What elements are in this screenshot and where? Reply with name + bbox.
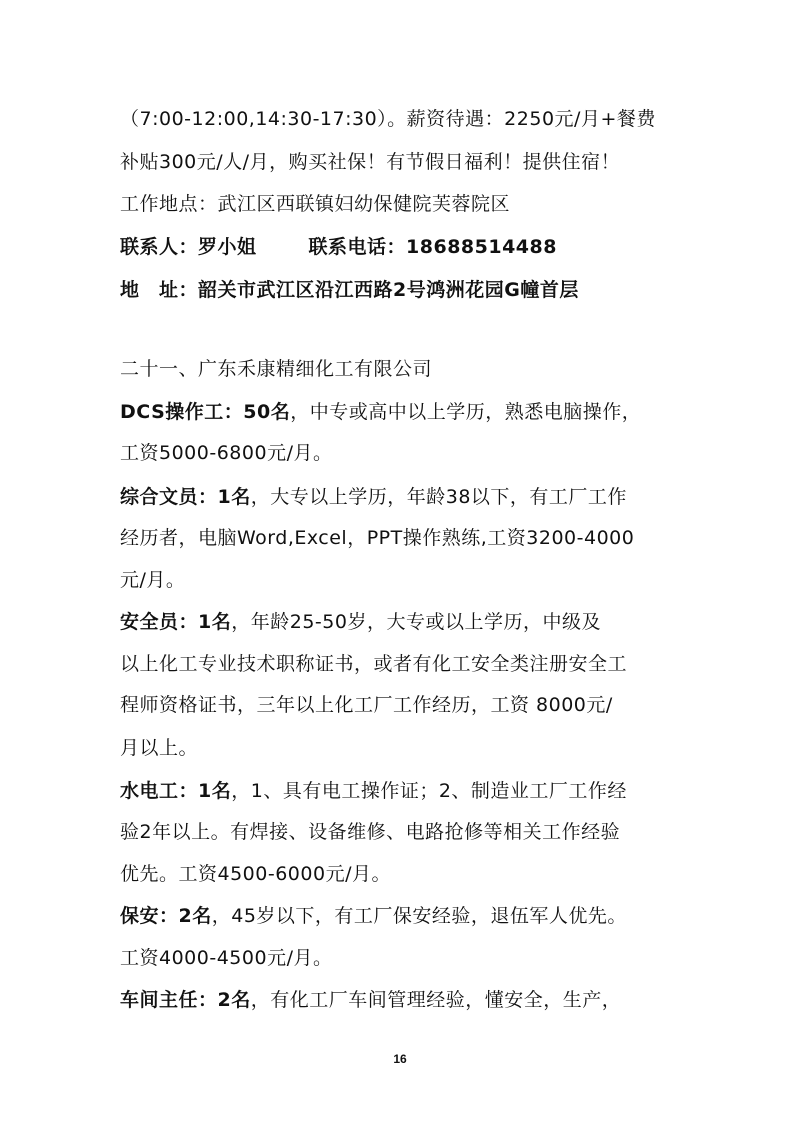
contact-line bbox=[120, 235, 690, 259]
job-clerk-line-2: 经历者，电脑Word,Excel，PPT操作熟练,工资3200-4000 bbox=[120, 527, 635, 549]
job-electrician-line-3: 优先。工资4500-6000元/月。 bbox=[120, 863, 391, 885]
job-clerk-title: 综合文员： bbox=[120, 486, 218, 508]
job-safety-desc: ，年龄25-50岁，大专或以上学历，中级及 bbox=[231, 611, 601, 633]
address-value: 韶关市武江区沿江西路2号鸿洲花园G幢首层 bbox=[198, 279, 579, 301]
job-safety-count: 1名 bbox=[198, 611, 232, 633]
job-guard-line-2: 工资4000-4500元/月。 bbox=[120, 947, 333, 969]
job-safety-line-3: 程师资格证书，三年以上化工厂工作经历，工资 8000元/ bbox=[120, 694, 613, 716]
job-safety-line-1 bbox=[120, 610, 690, 634]
job-dcs-line-1 bbox=[120, 400, 690, 424]
job-dcs-desc: ，中专或高中以上学历，熟悉电脑操作， bbox=[290, 401, 642, 423]
job-supervisor-line-1 bbox=[120, 988, 690, 1012]
contact-person-label: 联系人： bbox=[120, 236, 199, 258]
job-safety-title: 安全员： bbox=[120, 611, 199, 633]
job-electrician-line-1 bbox=[120, 779, 690, 803]
intro-line-1: （7:00-12:00,14:30-17:30）。薪资待遇：2250元/月+餐费 bbox=[120, 108, 656, 130]
contact-person-value: 罗小姐 bbox=[198, 236, 257, 258]
intro-line-2: 补贴300元/人/月，购买社保！有节假日福利！提供住宿！ bbox=[120, 151, 621, 173]
job-clerk-line-1 bbox=[120, 485, 690, 509]
intro-line-3: 工作地点：武江区西联镇妇幼保健院芙蓉院区 bbox=[120, 193, 511, 215]
job-dcs-title: DCS操作工： bbox=[120, 401, 244, 423]
job-guard-line-1 bbox=[120, 904, 690, 928]
job-dcs-line-2: 工资5000-6800元/月。 bbox=[120, 442, 333, 464]
page-number: 16 bbox=[393, 1052, 407, 1066]
job-guard-title: 保安： bbox=[120, 905, 179, 927]
job-guard-desc: ，45岁以下，有工厂保安经验，退伍军人优先。 bbox=[211, 905, 627, 927]
job-guard-count: 2名 bbox=[178, 905, 212, 927]
job-supervisor-title: 车间主任： bbox=[120, 989, 218, 1011]
job-supervisor-desc: ，有化工厂车间管理经验，懂安全，生产， bbox=[250, 989, 622, 1011]
job-electrician-count: 1名 bbox=[198, 780, 232, 802]
contact-phone-value: 18688514488 bbox=[406, 236, 557, 258]
section-title: 二十一、广东禾康精细化工有限公司 bbox=[120, 358, 433, 380]
job-safety-line-2: 以上化工专业技术职称证书，或者有化工安全类注册安全工 bbox=[120, 653, 628, 675]
job-clerk-line-3: 元/月。 bbox=[120, 569, 186, 591]
address-line bbox=[120, 278, 690, 302]
job-electrician-desc: ，1、具有电工操作证；2、制造业工厂工作经 bbox=[231, 780, 627, 802]
contact-phone-label: 联系电话： bbox=[308, 236, 407, 258]
job-supervisor-count: 2名 bbox=[217, 989, 251, 1011]
address-label: 地 址： bbox=[120, 279, 199, 301]
job-clerk-desc: ，大专以上学历，年龄38以下，有工厂工作 bbox=[250, 486, 627, 508]
job-electrician-title: 水电工： bbox=[120, 780, 199, 802]
job-safety-line-4: 月以上。 bbox=[120, 737, 199, 759]
job-clerk-count: 1名 bbox=[217, 486, 251, 508]
job-dcs-count: 50名 bbox=[243, 401, 291, 423]
job-electrician-line-2: 验2年以上。有焊接、设备维修、电路抢修等相关工作经验 bbox=[120, 821, 621, 843]
